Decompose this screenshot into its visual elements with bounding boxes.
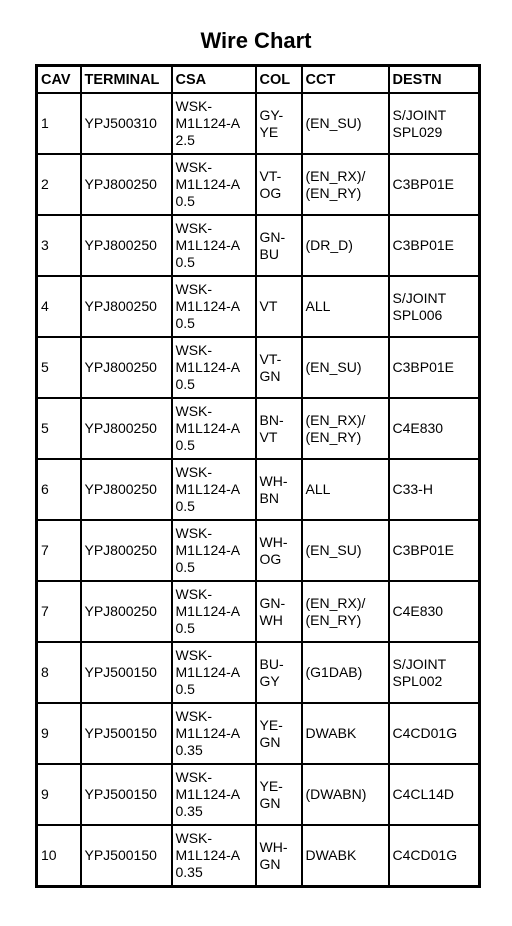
cell-col [256,703,302,764]
cell-terminal: YPJ800250 [81,398,172,459]
table-row [37,337,480,398]
cell-col-line: BU [259,245,279,262]
cell-destn-line: S/JOINT [392,289,447,306]
cell-destn-line: SPL029 [392,123,443,140]
cell-col [256,825,302,887]
cell-destn-line: S/JOINT [392,106,447,123]
cell-col [256,459,302,520]
cell-csa-line: M1L124-A [175,786,241,802]
cell-csa-line: 0.35 [175,803,203,819]
cell-terminal: YPJ800250 [81,276,172,337]
cell-csa [172,276,256,337]
cell-cav: 3 [37,215,81,276]
table-header-row [37,66,480,94]
cell-col [256,581,302,642]
cell-col-line: WH- [259,838,288,855]
cell-cct [302,520,389,581]
cell-csa-line: WSK- [175,647,213,663]
cell-cav: 9 [37,703,81,764]
cell-csa-line: WSK- [175,525,213,541]
cell-col [256,154,302,215]
cell-col-line: YE- [259,716,283,733]
cell-destn [389,459,480,520]
cell-cav: 5 [37,398,81,459]
cell-csa-line: WSK- [175,586,213,602]
cell-csa-line: M1L124-A [175,420,241,436]
cell-cct-line: (EN_SU) [305,359,362,375]
cell-col-line: YE [259,123,279,140]
cell-csa-line: M1L124-A [175,725,241,741]
cell-destn [389,520,480,581]
cell-csa-line: WSK- [175,159,213,175]
cell-destn [389,337,480,398]
cell-col [256,276,302,337]
cell-csa-line: 0.5 [175,559,195,575]
cell-terminal: YPJ500150 [81,703,172,764]
table-row [37,642,480,703]
cell-csa-line: M1L124-A [175,664,241,680]
cell-csa [172,825,256,887]
cell-csa-line: 2.5 [175,132,195,148]
cell-col-line: GY [259,672,280,689]
cell-csa [172,337,256,398]
cell-terminal: YPJ800250 [81,215,172,276]
cell-cav: 4 [37,276,81,337]
cell-destn-line: SPL002 [392,672,443,689]
cell-cct [302,459,389,520]
cell-cct [302,703,389,764]
cell-col-line: OG [259,550,282,567]
cell-destn [389,764,480,825]
cell-cav: 9 [37,764,81,825]
column-header-col: COL [256,66,302,94]
cell-destn [389,581,480,642]
cell-cct [302,154,389,215]
cell-cav: 2 [37,154,81,215]
cell-col [256,93,302,154]
cell-cct-line: DWABK [305,725,357,741]
table-row [37,520,480,581]
cell-csa-line: WSK- [175,342,213,358]
cell-csa-line: M1L124-A [175,298,241,314]
cell-csa-line: WSK- [175,220,213,236]
cell-csa [172,398,256,459]
cell-csa-line: 0.5 [175,620,195,636]
cell-col-line: BN [259,489,279,506]
cell-cct-line: (EN_SU) [305,542,362,558]
cell-terminal: YPJ800250 [81,459,172,520]
cell-destn-line: C4CD01G [392,847,458,863]
cell-cct [302,337,389,398]
cell-cct-line: ALL [305,298,331,314]
cell-cct-line: (DR_D) [305,237,353,253]
cell-col-line: VT [259,298,278,314]
table-row [37,703,480,764]
cell-csa-line: 0.35 [175,742,203,758]
cell-cav: 8 [37,642,81,703]
cell-col-line: VT- [259,167,282,184]
cell-col-line: WH [259,611,283,628]
cell-cct [302,764,389,825]
cell-destn-line: S/JOINT [392,655,447,672]
cell-csa-line: 0.5 [175,193,195,209]
cell-csa-line: M1L124-A [175,847,241,863]
cell-cct [302,276,389,337]
cell-cct-line: (EN_RX)/ [305,594,366,611]
cell-cct-line: (G1DAB) [305,664,363,680]
cell-csa [172,215,256,276]
column-header-cct: CCT [302,66,389,94]
cell-destn-line: C3BP01E [392,359,454,375]
cell-csa-line: WSK- [175,98,213,114]
table-row [37,825,480,887]
cell-col [256,337,302,398]
cell-destn [389,703,480,764]
table-row [37,93,480,154]
cell-destn-line: C4CD01G [392,725,458,741]
column-header-cav: CAV [37,66,81,94]
table-row [37,764,480,825]
cell-csa-line: M1L124-A [175,359,241,375]
cell-cct-line: (EN_RY) [305,428,362,445]
cell-csa-line: WSK- [175,403,213,419]
table-row [37,215,480,276]
cell-terminal: YPJ500150 [81,642,172,703]
cell-cct-line: (EN_SU) [305,115,362,131]
cell-col-line: GN [259,367,281,384]
cell-csa-line: M1L124-A [175,542,241,558]
cell-csa-line: 0.5 [175,498,195,514]
cell-cct [302,93,389,154]
column-header-terminal: TERMINAL [81,66,172,94]
cell-csa-line: WSK- [175,464,213,480]
cell-csa [172,642,256,703]
cell-col-line: OG [259,184,282,201]
cell-terminal: YPJ500150 [81,764,172,825]
cell-col-line: GY- [259,106,284,123]
cell-cct [302,398,389,459]
cell-cav: 7 [37,581,81,642]
cell-csa-line: 0.5 [175,376,195,392]
cell-col [256,398,302,459]
cell-terminal: YPJ500150 [81,825,172,887]
table-row [37,276,480,337]
cell-destn [389,276,480,337]
cell-cct-line: (EN_RX)/ [305,411,366,428]
cell-csa-line: M1L124-A [175,603,241,619]
table-body [37,93,480,887]
cell-csa [172,93,256,154]
table-row [37,459,480,520]
cell-cct-line: (EN_RX)/ [305,167,366,184]
cell-col-line: VT [259,428,278,445]
cell-csa-line: 0.5 [175,437,195,453]
cell-destn [389,215,480,276]
cell-col-line: WH- [259,533,288,550]
cell-destn [389,825,480,887]
cell-cct-line: (EN_RY) [305,184,362,201]
cell-terminal: YPJ800250 [81,154,172,215]
cell-destn-line: C3BP01E [392,237,454,253]
cell-destn [389,154,480,215]
cell-destn-line: C3BP01E [392,542,454,558]
cell-col-line: GN [259,733,281,750]
table-row [37,398,480,459]
column-header-destn: DESTN [389,66,480,94]
table-row [37,154,480,215]
cell-destn-line: C4E830 [392,420,444,436]
cell-cav: 6 [37,459,81,520]
cell-destn-line: C33-H [392,481,433,497]
cell-csa-line: M1L124-A [175,481,241,497]
cell-cct-line: DWABK [305,847,357,863]
cell-col-line: GN [259,855,281,872]
cell-col-line: WH- [259,472,288,489]
cell-cav: 5 [37,337,81,398]
cell-csa [172,581,256,642]
cell-col [256,642,302,703]
cell-csa-line: WSK- [175,830,213,846]
wire-chart-table [35,64,481,888]
cell-destn-line: C3BP01E [392,176,454,192]
cell-terminal: YPJ800250 [81,337,172,398]
page-title: Wire Chart [200,28,312,53]
cell-terminal: YPJ800250 [81,520,172,581]
cell-cct [302,581,389,642]
cell-terminal: YPJ500310 [81,93,172,154]
cell-csa-line: M1L124-A [175,115,241,131]
cell-destn-line: SPL006 [392,306,443,323]
column-header-csa: CSA [172,66,256,94]
cell-col [256,215,302,276]
cell-csa [172,764,256,825]
cell-destn-line: C4CL14D [392,786,454,802]
cell-csa-line: WSK- [175,769,213,785]
table-row [37,581,480,642]
cell-col-line: GN [259,794,281,811]
cell-destn-line: C4E830 [392,603,444,619]
cell-cav: 1 [37,93,81,154]
cell-csa-line: WSK- [175,281,213,297]
cell-cct-line: ALL [305,481,331,497]
cell-csa [172,154,256,215]
cell-col-line: BU- [259,655,284,672]
cell-col-line: BN- [259,411,284,428]
cell-csa [172,703,256,764]
cell-csa-line: WSK- [175,708,213,724]
cell-cct-line: (DWABN) [305,786,367,802]
cell-csa-line: 0.5 [175,315,195,331]
cell-destn [389,642,480,703]
cell-csa-line: 0.5 [175,681,195,697]
cell-col-line: VT- [259,350,282,367]
cell-destn [389,93,480,154]
cell-csa-line: M1L124-A [175,176,241,192]
cell-col-line: GN- [259,228,286,245]
cell-col-line: YE- [259,777,283,794]
cell-cct [302,215,389,276]
cell-destn [389,398,480,459]
cell-cav: 10 [37,825,81,887]
cell-cct [302,642,389,703]
cell-cav: 7 [37,520,81,581]
cell-csa-line: M1L124-A [175,237,241,253]
cell-col [256,764,302,825]
cell-terminal: YPJ800250 [81,581,172,642]
cell-cct [302,825,389,887]
cell-cct-line: (EN_RY) [305,611,362,628]
cell-csa-line: 0.35 [175,864,203,880]
cell-col [256,520,302,581]
cell-csa [172,459,256,520]
cell-csa-line: 0.5 [175,254,195,270]
cell-col-line: GN- [259,594,286,611]
cell-csa [172,520,256,581]
